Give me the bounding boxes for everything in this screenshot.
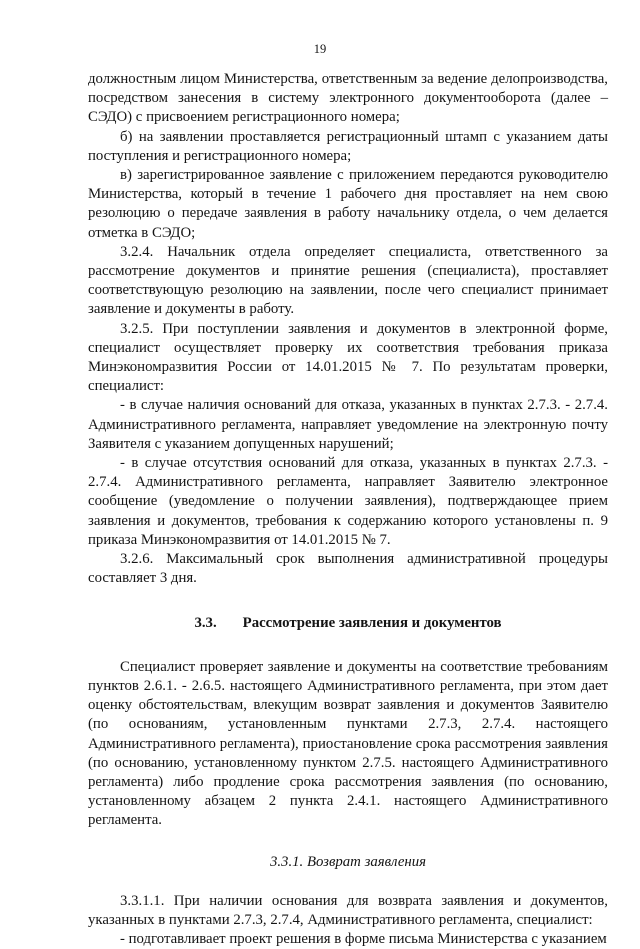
paragraph: 3.2.4. Начальник отдела определяет специалиста, ответственного за рассмотрение документов и принятие решения (специалиста), проставляет соответствующую резолюцию на заявлении, после чего специалист принимает заявление и документы в работу. bbox=[88, 243, 608, 318]
paragraph: в) зарегистрированное заявление с приложением передаются руководителю Министерства, который в течение 1 рабочего дня проставляет на нем свою резолюцию о передаче заявления в работу начальнику отдела, о чем делается отметка в СЭДО; bbox=[88, 167, 608, 241]
subsection-heading: 3.3.1. Возврат заявления bbox=[269, 853, 427, 870]
paragraph: 3.2.5. При поступлении заявления и документов в электронной форме, специалист осуществляет проверку их соответствия требования приказа Минэкономразвития России от 14.01.2015 № 7. По результатам проверки, специалист: bbox=[88, 320, 608, 395]
body-text bbox=[88, 70, 608, 949]
paragraph: - подготавливает проект решения в форме письма Министерства с указанием bbox=[120, 931, 607, 948]
paragraph: Специалист проверяет заявление и документы на соответствие требованиям пунктов 2.6.1. - 2.6.5. настоящего Административного регламента, при этом дает оценку обстоятельствам, влекущим возврат заявления и документов Заявителю (по основаниям, установленным пунктами 2.7.3, 2.7.4. настоящего Административного регламента), приостановление срока рассмотрения заявления (по основанию, установленному пунктом 2.7.5. настоящего Административного регламента) либо продление срока рассмотрения заявления (по основанию, установленному абзацем 2 пункта 2.4.1. настоящего Административного регламента. bbox=[88, 658, 608, 829]
paragraph: б) на заявлении проставляется регистрационный штамп с указанием даты поступления и регистрационного номера; bbox=[88, 128, 608, 164]
section-title: Рассмотрение заявления и документов bbox=[242, 615, 502, 632]
paragraph: - в случае отсутствия оснований для отказа, указанных в пунктах 2.7.3. - 2.7.4. Административного регламента, направляет Заявителю электронное сообщение (уведомление о получении заявления), подтверждающее прием заявления и документов, требования к содержанию которого установлены п. 9 приказа Минэкономразвития от 14.01.2015 № 7. bbox=[88, 455, 608, 548]
paragraph: - в случае наличия оснований для отказа, указанных в пунктах 2.7.3. - 2.7.4. Административного регламента, направляет уведомление на электронную почту Заявителя с указанием допущенных нарушений; bbox=[88, 397, 608, 452]
paragraph: должностным лицом Министерства, ответственным за ведение делопроизводства, посредством занесения в систему электронного документооборота (далее – СЭДО) с присвоением регистрационного номера; bbox=[88, 71, 608, 126]
section-heading bbox=[88, 614, 608, 633]
paragraph: 3.3.1.1. При наличии основания для возврата заявления и документов, указанных в пунктами 2.7.3, 2.7.4, Административного регламента, специалист: bbox=[88, 892, 608, 928]
paragraph: 3.2.6. Максимальный срок выполнения административной процедуры составляет 3 дня. bbox=[88, 551, 608, 587]
section-number: 3.3. bbox=[194, 615, 217, 632]
page-number: 19 bbox=[313, 42, 327, 56]
